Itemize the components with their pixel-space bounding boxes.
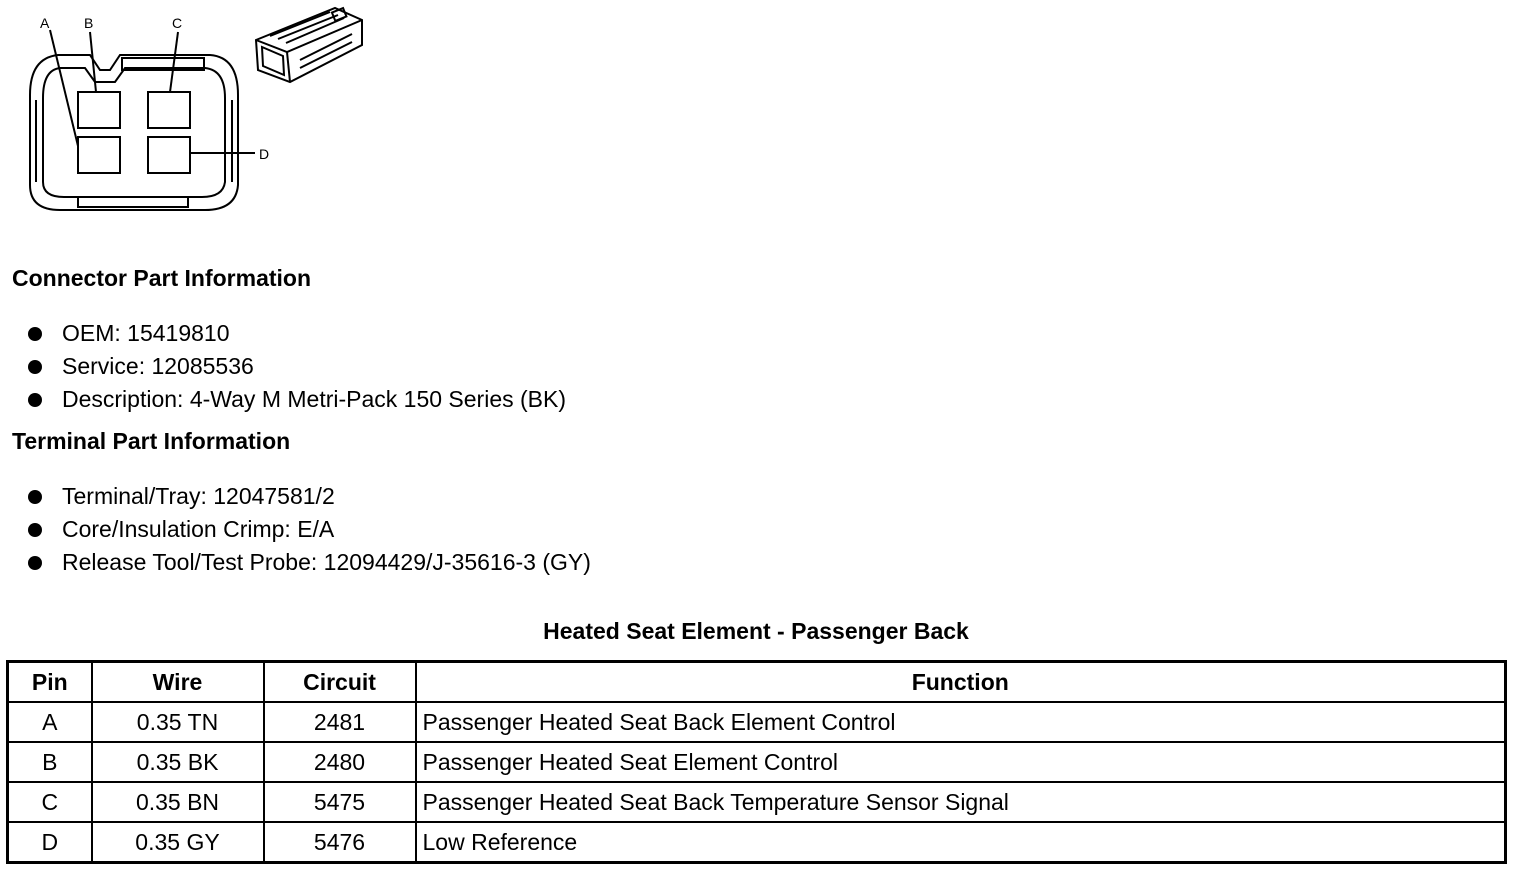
cell-pin: B <box>8 742 92 782</box>
pin-label-c: C <box>172 15 183 31</box>
cell-circuit: 2480 <box>264 742 416 782</box>
connector-service-text: Service: 12085536 <box>62 353 254 379</box>
connector-info-list <box>28 317 566 416</box>
table-title: Heated Seat Element - Passenger Back <box>543 618 969 644</box>
terminal-tool-text: Release Tool/Test Probe: 12094429/J-35616-3 (GY) <box>62 549 591 575</box>
cell-function: Passenger Heated Seat Back Temperature Sensor Signal <box>416 782 1506 822</box>
header-wire: Wire <box>92 662 264 703</box>
bullet-icon <box>28 393 42 407</box>
table-header-row <box>8 662 1506 703</box>
list-item <box>28 513 591 546</box>
table-row <box>8 742 1506 782</box>
cell-pin: A <box>8 702 92 742</box>
cell-pin: D <box>8 822 92 863</box>
cell-function: Low Reference <box>416 822 1506 863</box>
header-pin: Pin <box>8 662 92 703</box>
connector-description-text: Description: 4-Way M Metri-Pack 150 Series (BK) <box>62 386 567 412</box>
cell-circuit: 5475 <box>264 782 416 822</box>
cell-wire: 0.35 GY <box>92 822 264 863</box>
pin-label-b: B <box>84 15 94 31</box>
bullet-icon <box>28 360 42 374</box>
cell-function: Passenger Heated Seat Back Element Control <box>416 702 1506 742</box>
bullet-icon <box>28 556 42 570</box>
bullet-icon <box>28 523 42 537</box>
cell-function: Passenger Heated Seat Element Control <box>416 742 1506 782</box>
table-row <box>8 822 1506 863</box>
table-row <box>8 702 1506 742</box>
connector-isometric-icon <box>256 8 362 82</box>
bullet-icon <box>28 327 42 341</box>
pin-label-d: D <box>259 146 270 162</box>
connector-diagram <box>0 0 380 225</box>
bullet-icon <box>28 490 42 504</box>
terminal-crimp-text: Core/Insulation Crimp: E/A <box>62 516 335 542</box>
cell-wire: 0.35 BK <box>92 742 264 782</box>
connector-face-drawing <box>0 0 380 225</box>
terminal-info-heading: Terminal Part Information <box>12 428 291 454</box>
cell-circuit: 2481 <box>264 702 416 742</box>
connector-info-heading: Connector Part Information <box>12 265 312 291</box>
terminal-info-list <box>28 480 591 579</box>
terminal-tray-text: Terminal/Tray: 12047581/2 <box>62 483 335 509</box>
table-row <box>8 782 1506 822</box>
list-item <box>28 546 591 579</box>
list-item <box>28 350 566 383</box>
list-item <box>28 383 566 416</box>
connector-oem-text: OEM: 15419810 <box>62 320 230 346</box>
pinout-table <box>6 660 1507 864</box>
header-circuit: Circuit <box>264 662 416 703</box>
pin-label-a: A <box>40 15 50 31</box>
cell-pin: C <box>8 782 92 822</box>
header-function: Function <box>416 662 1506 703</box>
list-item <box>28 480 591 513</box>
cell-circuit: 5476 <box>264 822 416 863</box>
cell-wire: 0.35 TN <box>92 702 264 742</box>
list-item <box>28 317 566 350</box>
cell-wire: 0.35 BN <box>92 782 264 822</box>
